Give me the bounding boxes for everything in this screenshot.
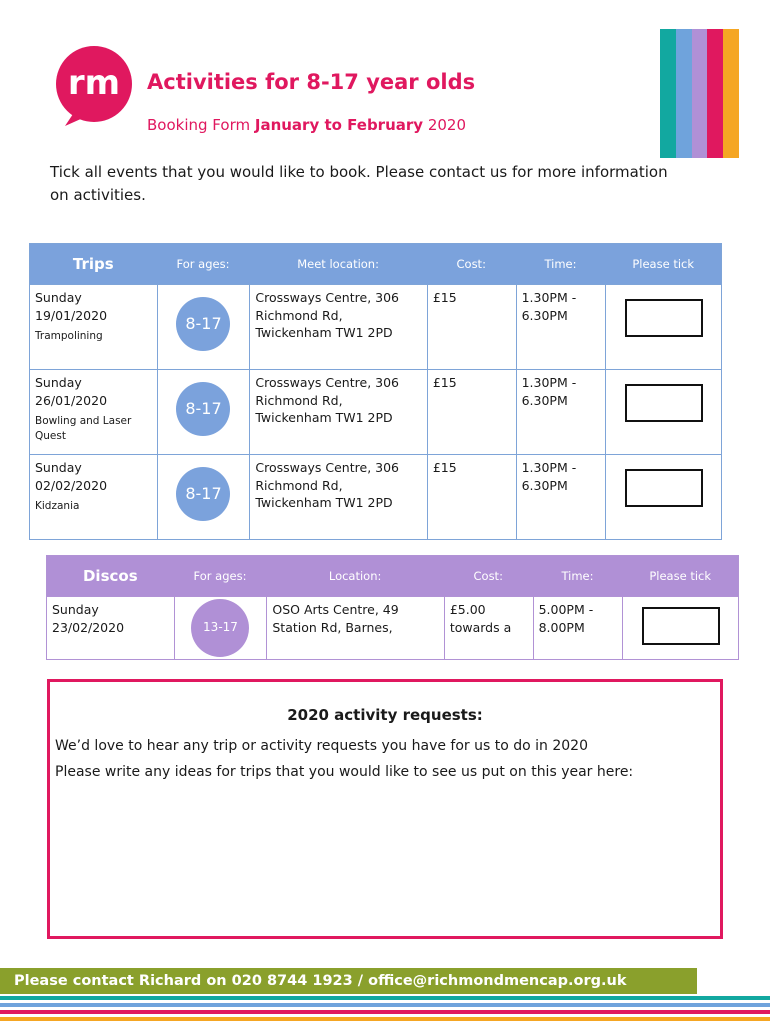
trip-activity: Kidzania (35, 500, 80, 512)
trips-header-title: Trips (72, 255, 114, 273)
trip-location: Crossways Centre, 306 Richmond Rd, Twickenham TW1 2PD (249, 370, 426, 454)
trip-day: Sunday (35, 290, 82, 305)
table-row (30, 284, 721, 369)
discos-header-ages: For ages: (193, 569, 247, 583)
age-badge: 8-17 (176, 382, 230, 436)
trips-header-tick: Please tick (632, 257, 695, 271)
trips-header-time: Time: (544, 257, 577, 271)
trip-activity: Bowling and Laser Quest (35, 415, 132, 442)
discos-header-title: Discos (82, 567, 138, 585)
trips-header-row (30, 244, 721, 284)
subtitle-prefix: Booking Form (147, 116, 255, 134)
trip-ages-cell (157, 455, 250, 539)
tick-checkbox[interactable] (625, 299, 703, 337)
trip-cost: £15 (427, 285, 516, 369)
tick-checkbox[interactable] (642, 607, 720, 645)
trip-time: 1.30PM - 6.30PM (516, 455, 606, 539)
trip-cost: £15 (427, 370, 516, 454)
trips-header-cost: Cost: (456, 257, 486, 271)
color-stripes-decoration (660, 29, 739, 158)
disco-date: 23/02/2020 (52, 619, 125, 635)
disco-tick-cell (622, 597, 738, 659)
page-subtitle (147, 116, 466, 134)
trip-time: 1.30PM - 6.30PM (516, 285, 606, 369)
table-row (30, 369, 721, 454)
trip-time: 1.30PM - 6.30PM (516, 370, 606, 454)
trip-tick-cell (605, 285, 721, 369)
trip-location: Crossways Centre, 306 Richmond Rd, Twickenham TW1 2PD (249, 285, 426, 369)
intro-text: Tick all events that you would like to book. Please contact us for more information on activities. (50, 163, 668, 204)
footer-contact-bar (0, 968, 697, 994)
trip-tick-cell (605, 455, 721, 539)
footer-stripe (0, 1010, 770, 1014)
trips-table (29, 243, 722, 540)
disco-ages-cell (174, 597, 267, 659)
trip-location: Crossways Centre, 306 Richmond Rd, Twickenham TW1 2PD (249, 455, 426, 539)
age-badge: 8-17 (176, 297, 230, 351)
age-badge: 8-17 (176, 467, 230, 521)
subtitle-months: January to February (254, 116, 424, 134)
requests-title: 2020 activity requests: (287, 706, 483, 724)
disco-day: Sunday (52, 602, 99, 617)
stripe (707, 29, 723, 158)
trip-ages-cell (157, 285, 250, 369)
trip-cost: £15 (427, 455, 516, 539)
trip-ages-cell (157, 370, 250, 454)
trip-day: Sunday (35, 375, 82, 390)
trips-header-ages: For ages: (176, 257, 230, 271)
trip-date: 19/01/2020 (35, 307, 108, 323)
trip-date-cell (30, 370, 157, 454)
trip-date-cell (30, 285, 157, 369)
footer-stripe (0, 1003, 770, 1007)
rm-logo (53, 44, 135, 126)
footer-stripe (0, 1017, 770, 1021)
stripe (692, 29, 708, 158)
stripe (660, 29, 676, 158)
page-title: Activities for 8-17 year olds (147, 70, 476, 94)
trip-date: 26/01/2020 (35, 392, 108, 408)
disco-cost: £5.00 towards a (444, 597, 533, 659)
footer-contact-text: Please contact Richard on 020 8744 1923 / office@richmondmencap.org.uk (14, 973, 627, 989)
footer-stripes (0, 996, 770, 1024)
discos-header-location: Location: (328, 569, 382, 583)
footer-stripe (0, 996, 770, 1000)
requests-line-2: Please write any ideas for trips that you would like to see us put on this year here: (55, 764, 634, 780)
discos-table (46, 555, 739, 660)
trip-tick-cell (605, 370, 721, 454)
trip-date-cell (30, 455, 157, 539)
disco-location: OSO Arts Centre, 49 Station Rd, Barnes, (266, 597, 443, 659)
tick-checkbox[interactable] (625, 469, 703, 507)
subtitle-year: 2020 (423, 116, 467, 134)
discos-header-cost: Cost: (473, 569, 503, 583)
trips-header-location: Meet location: (297, 257, 379, 271)
requests-line-1: We’d love to hear any trip or activity requests you have for us to do in 2020 (55, 738, 588, 754)
discos-header-time: Time: (561, 569, 594, 583)
discos-header-tick: Please tick (649, 569, 712, 583)
stripe (676, 29, 692, 158)
discos-header-row (47, 556, 738, 596)
trip-date: 02/02/2020 (35, 477, 108, 493)
disco-date-cell (47, 597, 174, 659)
table-row (30, 454, 721, 539)
age-badge: 13-17 (191, 599, 249, 657)
trip-activity: Trampolining (35, 330, 103, 342)
stripe (723, 29, 739, 158)
logo-text: rm (67, 63, 121, 103)
table-row (47, 596, 738, 659)
trip-day: Sunday (35, 460, 82, 475)
tick-checkbox[interactable] (625, 384, 703, 422)
activity-requests-box[interactable] (47, 679, 723, 939)
disco-time: 5.00PM - 8.00PM (533, 597, 623, 659)
